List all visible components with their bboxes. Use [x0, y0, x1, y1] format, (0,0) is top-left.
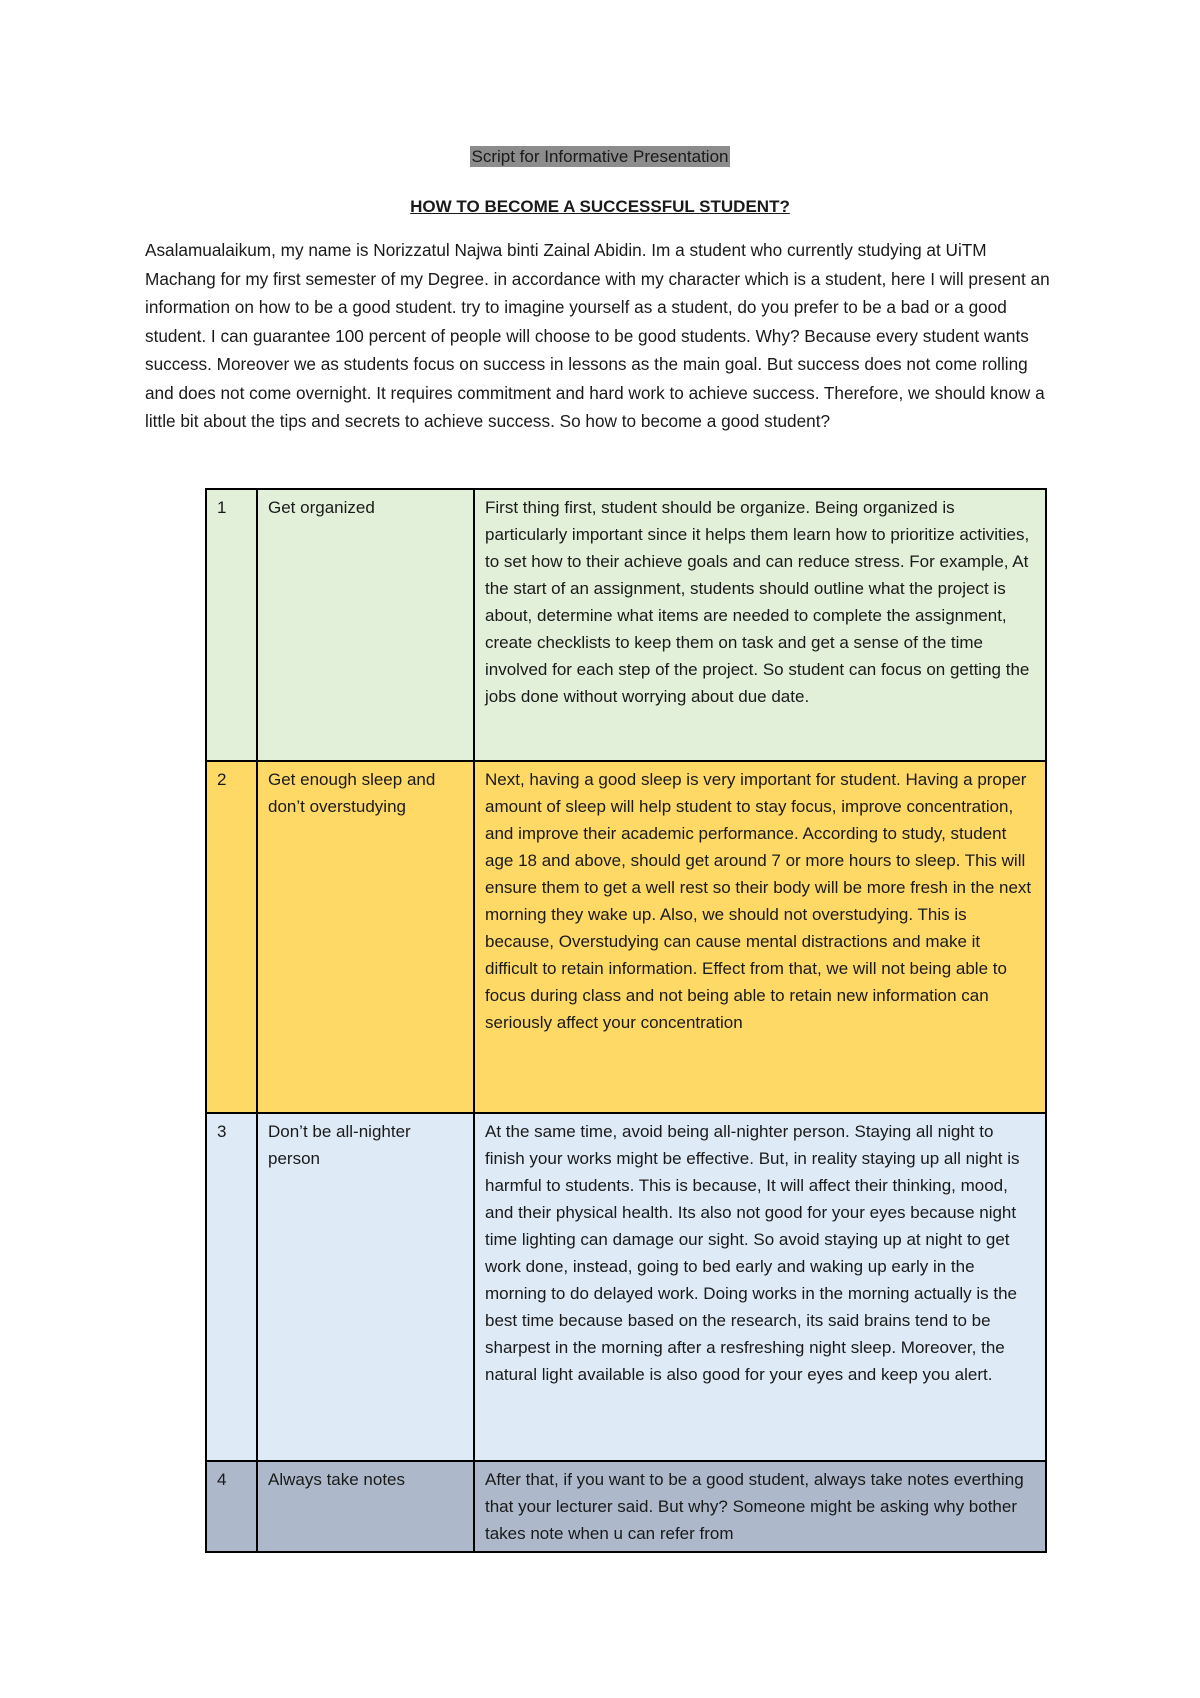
tip-number: 2: [206, 761, 257, 1113]
tip-title: Get enough sleep and don’t overstudying: [257, 761, 474, 1113]
intro-paragraph: Asalamualaikum, my name is Norizzatul Najwa binti Zainal Abidin. Im a student who currently studying at UiTM Machang for my first semester of my Degree. in accordance with my character which is a student, here I will present an information on how to be a good student. try to imagine yourself as a student, do you prefer to be a bad or a good student. I can guarantee 100 percent of people will choose to be good students. Why? Because every student wants success. Moreover we as students focus on success in lessons as the main goal. But success does not come rolling and does not come overnight. It requires commitment and hard work to achieve success. Therefore, we should know a little bit about the tips and secrets to achieve success. So how to become a good student?: [145, 240, 1050, 431]
tip-body: Next, having a good sleep is very important for student. Having a proper amount of sleep will help student to stay focus, improve concentration, and improve their academic performance. According to study, student age 18 and above, should get around 7 or more hours to sleep. This will ensure them to get a well rest so their body will be more fresh in the next morning they wake up. Also, we should not overstudying. This is because, Overstudying can cause mental distractions and make it difficult to retain information. Effect from that, we will not being able to focus during class and not being able to retain new information can seriously affect your concentration: [474, 761, 1046, 1113]
table-row: [206, 489, 1046, 761]
table-row: [206, 1113, 1046, 1461]
tip-number: 4: [206, 1461, 257, 1552]
tips-table: [205, 488, 1047, 1553]
document-label-text: Script for Informative Presentation: [471, 147, 729, 166]
table-row: [206, 1461, 1046, 1552]
tip-body: After that, if you want to be a good student, always take notes everthing that your lecturer said. But why? Someone might be asking why bother takes note when u can refer from: [485, 1470, 1024, 1543]
tip-body-cell: [474, 1461, 1046, 1552]
tip-body: At the same time, avoid being all-nighter person. Staying all night to finish your works might be effective. But, in reality staying up all night is harmful to students. This is because, It will affect their thinking, mood, and their physical health. Its also not good for your eyes because night time lighting can damage our sight. So avoid staying up at night to get work done, instead, going to bed early and waking up early in the morning to do delayed work. Doing works in the morning actually is the best time because based on the research, its said brains tend to be sharpest in the morning after a resfreshing night sleep. Moreover, the natural light available is also good for your eyes and keep you alert.: [474, 1113, 1046, 1461]
tip-number: 3: [206, 1113, 257, 1461]
tip-title: Always take notes: [257, 1461, 474, 1552]
tip-title: Don’t be all-nighter person: [257, 1113, 474, 1461]
tip-number: 1: [206, 489, 257, 761]
document-label: [0, 146, 1200, 168]
tip-title: Get organized: [257, 489, 474, 761]
document-title: HOW TO BECOME A SUCCESSFUL STUDENT?: [410, 197, 790, 216]
tip-body: First thing first, student should be organize. Being organized is particularly important since it helps them learn how to prioritize activities, to set how to their achieve goals and can reduce stress. For example, At the start of an assignment, students should outline what the project is about, determine what items are needed to complete the assignment, create checklists to keep them on task and get a sense of the time involved for each step of the project. So student can focus on getting the jobs done without worrying about due date.: [474, 489, 1046, 761]
table-row: [206, 761, 1046, 1113]
